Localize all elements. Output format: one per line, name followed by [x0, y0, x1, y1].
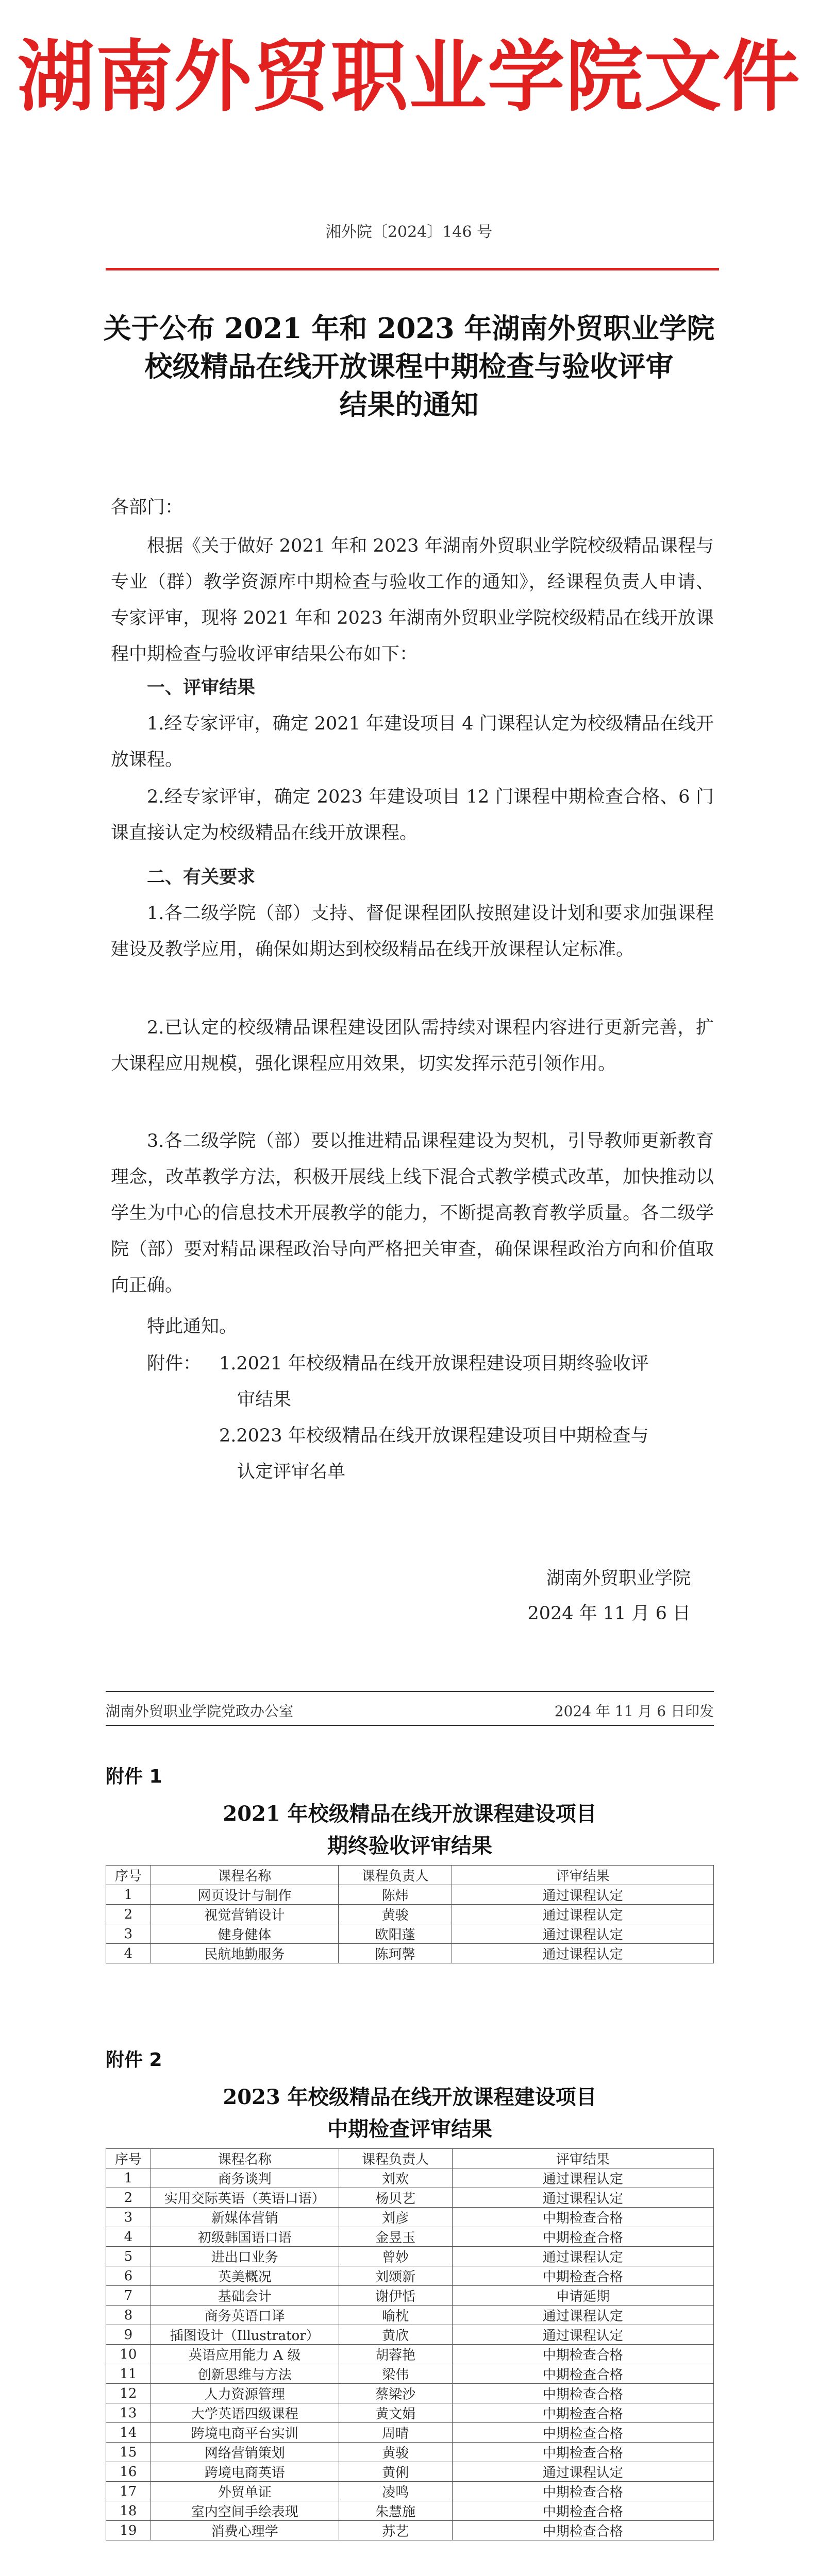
course-name-cell: 外贸单证 — [151, 2482, 339, 2501]
table-row — [106, 2443, 714, 2462]
row-number-cell: 8 — [106, 2306, 151, 2325]
course-lead-cell: 陈珂馨 — [339, 1944, 452, 1963]
course-lead-cell: 蔡梁沙 — [339, 2384, 452, 2403]
attachment-2-title-line-2: 中期检查评审结果 — [327, 2117, 492, 2141]
table-row — [106, 1944, 714, 1963]
row-number-cell: 7 — [106, 2286, 151, 2306]
attachment-1-label: 附件 1 — [106, 1766, 162, 1787]
table-row — [106, 2384, 714, 2403]
course-name-cell: 插图设计（Illustrator） — [151, 2325, 339, 2345]
course-name-cell: 商务谈判 — [151, 2168, 339, 2188]
review-result-cell: 中期检查合格 — [452, 2501, 713, 2521]
attachment-2-line-2: 认定评审名单 — [237, 1462, 346, 1482]
row-number-cell: 3 — [106, 2208, 151, 2227]
course-name-cell: 跨境电商英语 — [151, 2462, 339, 2482]
attachments-prefix: 附件： — [147, 1353, 202, 1374]
course-lead-cell: 杨贝艺 — [339, 2188, 452, 2208]
course-name-cell: 基础会计 — [151, 2286, 339, 2306]
row-number-cell: 12 — [106, 2384, 151, 2403]
row-number-cell: 15 — [106, 2443, 151, 2462]
course-lead-cell: 周晴 — [339, 2423, 452, 2443]
row-number-cell: 1 — [106, 1885, 151, 1905]
footer-rule-top — [106, 1691, 714, 1692]
attachment-2-label: 附件 2 — [106, 2049, 162, 2071]
salutation: 各部门： — [111, 497, 183, 518]
review-result-cell: 通过课程认定 — [452, 2247, 713, 2266]
table-header-row — [106, 2149, 714, 2168]
header-cell: 序号 — [106, 2149, 151, 2168]
row-number-cell: 4 — [106, 2227, 151, 2247]
header-cell: 评审结果 — [452, 2149, 713, 2168]
attachment-1-title-line-2: 期终验收评审结果 — [327, 1834, 492, 1858]
course-lead-cell: 黄骏 — [339, 1905, 452, 1924]
course-lead-cell: 胡蓉艳 — [339, 2345, 452, 2364]
header-cell: 序号 — [106, 1866, 151, 1885]
review-result-cell: 中期检查合格 — [452, 2403, 713, 2423]
course-name-cell: 消费心理学 — [151, 2521, 339, 2540]
attachments-list — [111, 1346, 714, 1490]
course-name-cell: 视觉营销设计 — [151, 1905, 338, 1924]
table-row — [106, 2168, 714, 2188]
attachment-1-title-line-1: 2021 年校级精品在线开放课程建设项目 — [223, 1802, 597, 1826]
title-line: 关于公布 2021 年和 2023 年湖南外贸职业学院 — [103, 312, 715, 345]
intro-paragraph: 根据《关于做好 2021 年和 2023 年湖南外贸职业学院校级精品课程与专业（群）教学资源库中期检查与验收工作的通知》，经课程负责人申请、专家评审，现将 2021 年和 2023 年湖南外贸职业学院校级精品在线开放课程中期检查与验收评审结果公布如下： — [111, 536, 714, 665]
review-result-cell: 通过课程认定 — [452, 2168, 713, 2188]
table-row — [106, 2306, 714, 2325]
review-result-cell: 通过课程认定 — [452, 2306, 713, 2325]
requirement-item-3: 3.各二级学院（部）要以推进精品课程建设为契机，引导教师更新教育理念，改革教学方法，积极开展线上线下混合式教学模式改革，加快推动以学生为中心的信息技术开展教学的能力，不断提高教育教学质量。各二级学院（部）要对精品课程政治导向严格把关审查，确保课程政治方向和价值取向正确。 — [111, 1131, 714, 1296]
section-heading-results: 一、评审结果 — [147, 677, 256, 698]
table-row — [106, 2345, 714, 2364]
table-row — [106, 1885, 714, 1905]
row-number-cell: 17 — [106, 2482, 151, 2501]
course-lead-cell: 欧阳蓬 — [339, 1924, 452, 1944]
table-row — [106, 2403, 714, 2423]
course-lead-cell: 谢伊恬 — [339, 2286, 452, 2306]
course-lead-cell: 陈炜 — [339, 1885, 452, 1905]
course-lead-cell: 黄欣 — [339, 2325, 452, 2345]
review-result-cell: 中期检查合格 — [452, 2423, 713, 2443]
course-lead-cell: 喻枕 — [339, 2306, 452, 2325]
course-name-cell: 英语应用能力 A 级 — [151, 2345, 339, 2364]
course-name-cell: 健身健体 — [151, 1924, 338, 1944]
document-masthead: 湖南外贸职业学院文件 — [17, 32, 801, 122]
table-row — [106, 2227, 714, 2247]
table-row — [106, 2286, 714, 2306]
course-lead-cell: 梁伟 — [339, 2364, 452, 2384]
table-row — [106, 2521, 714, 2540]
title-line: 结果的通知 — [339, 388, 479, 421]
document-number: 湘外院〔2024〕146 号 — [325, 223, 493, 241]
table-row — [106, 2423, 714, 2443]
course-name-cell: 跨境电商平台实训 — [151, 2423, 339, 2443]
table-row — [106, 2208, 714, 2227]
row-number-cell: 18 — [106, 2501, 151, 2521]
header-cell: 课程名称 — [151, 2149, 339, 2168]
footer-issue-line — [106, 1700, 714, 1721]
review-result-cell: 中期检查合格 — [452, 2482, 713, 2501]
signature-block — [433, 1561, 691, 1631]
row-number-cell: 9 — [106, 2325, 151, 2345]
table-row — [106, 2266, 714, 2286]
attachment-1-line-2: 审结果 — [237, 1389, 292, 1410]
course-name-cell: 初级韩国语口语 — [151, 2227, 339, 2247]
review-result-cell: 通过课程认定 — [452, 2462, 713, 2482]
section-heading-requirements: 二、有关要求 — [147, 867, 256, 888]
course-lead-cell: 朱慧施 — [339, 2501, 452, 2521]
row-number-cell: 2 — [106, 2188, 151, 2208]
attachment-2-title — [106, 2081, 714, 2145]
review-result-cell: 通过课程认定 — [452, 2325, 713, 2345]
closing-text: 特此通知。 — [147, 1316, 238, 1337]
row-number-cell: 10 — [106, 2345, 151, 2364]
course-lead-cell: 刘欢 — [339, 2168, 452, 2188]
course-name-cell: 网络营销策划 — [151, 2443, 339, 2462]
attachment-2-title-line-1: 2023 年校级精品在线开放课程建设项目 — [223, 2085, 597, 2109]
review-result-cell: 中期检查合格 — [452, 2208, 713, 2227]
course-lead-cell: 黄骏 — [339, 2443, 452, 2462]
row-number-cell: 2 — [106, 1905, 151, 1924]
course-lead-cell: 刘彦 — [339, 2208, 452, 2227]
course-lead-cell: 苏艺 — [339, 2521, 452, 2540]
row-number-cell: 3 — [106, 1924, 151, 1944]
header-cell: 课程负责人 — [339, 1866, 452, 1885]
result-item-1: 1.经专家评审，确定 2021 年建设项目 4 门课程认定为校级精品在线开放课程。 — [111, 714, 714, 770]
footer-rule-bottom — [106, 1725, 714, 1726]
course-name-cell: 民航地勤服务 — [151, 1944, 338, 1963]
course-lead-cell: 曾妙 — [339, 2247, 452, 2266]
table-row — [106, 2188, 714, 2208]
row-number-cell: 1 — [106, 2168, 151, 2188]
row-number-cell: 16 — [106, 2462, 151, 2482]
header-cell: 评审结果 — [452, 1866, 714, 1885]
review-result-cell: 中期检查合格 — [452, 2227, 713, 2247]
review-result-cell: 中期检查合格 — [452, 2521, 713, 2540]
attachment-1-table-body — [106, 1885, 714, 1963]
header-cell: 课程名称 — [151, 1866, 338, 1885]
course-name-cell: 室内空间手绘表现 — [151, 2501, 339, 2521]
footer-issuer: 湖南外贸职业学院党政办公室 — [106, 1703, 294, 1720]
row-number-cell: 11 — [106, 2364, 151, 2384]
row-number-cell: 6 — [106, 2266, 151, 2286]
notice-title — [93, 309, 725, 423]
review-result-cell: 中期检查合格 — [452, 2364, 713, 2384]
review-result-cell: 通过课程认定 — [452, 2188, 713, 2208]
course-name-cell: 大学英语四级课程 — [151, 2403, 339, 2423]
review-result-cell: 中期检查合格 — [452, 2345, 713, 2364]
course-lead-cell: 凌鸣 — [339, 2482, 452, 2501]
course-name-cell: 人力资源管理 — [151, 2384, 339, 2403]
review-result-cell: 中期检查合格 — [452, 2443, 713, 2462]
course-lead-cell: 黄文娟 — [339, 2403, 452, 2423]
row-number-cell: 13 — [106, 2403, 151, 2423]
red-divider — [106, 268, 719, 270]
course-name-cell: 进出口业务 — [151, 2247, 339, 2266]
header-cell: 课程负责人 — [339, 2149, 452, 2168]
table-row — [106, 1924, 714, 1944]
course-name-cell: 网页设计与制作 — [151, 1885, 338, 1905]
review-result-cell: 通过课程认定 — [452, 1905, 714, 1924]
attachment-1-title — [106, 1798, 714, 1862]
attachment-1-line-1: 1.2021 年校级精品在线开放课程建设项目期终验收评 — [219, 1353, 649, 1374]
review-result-cell: 通过课程认定 — [452, 1924, 714, 1944]
review-result-cell: 中期检查合格 — [452, 2266, 713, 2286]
table-row — [106, 2325, 714, 2345]
title-line: 校级精品在线开放课程中期检查与验收评审 — [144, 350, 674, 383]
table-row — [106, 1905, 714, 1924]
signature-org: 湖南外贸职业学院 — [546, 1568, 691, 1589]
course-lead-cell: 金昱玉 — [339, 2227, 452, 2247]
course-lead-cell: 黄俐 — [339, 2462, 452, 2482]
attachment-2-table — [106, 2148, 714, 2540]
course-name-cell: 英美概况 — [151, 2266, 339, 2286]
row-number-cell: 4 — [106, 1944, 151, 1963]
attachment-2-table-body — [106, 2168, 714, 2540]
row-number-cell: 5 — [106, 2247, 151, 2266]
course-name-cell: 实用交际英语（英语口语） — [151, 2188, 339, 2208]
requirement-item-2: 2.已认定的校级精品课程建设团队需持续对课程内容进行更新完善，扩大课程应用规模，强化课程应用效果，切实发挥示范引领作用。 — [111, 1018, 714, 1074]
attachment-2-line-1: 2.2023 年校级精品在线开放课程建设项目中期检查与 — [219, 1426, 649, 1446]
table-row — [106, 2482, 714, 2501]
row-number-cell: 14 — [106, 2423, 151, 2443]
course-lead-cell: 刘颂新 — [339, 2266, 452, 2286]
requirement-item-1: 1.各二级学院（部）支持、督促课程团队按照建设计划和要求加强课程建设及教学应用，确保如期达到校级精品在线开放课程认定标准。 — [111, 903, 714, 960]
footer-print-date: 2024 年 11 月 6 日印发 — [554, 1703, 714, 1720]
course-name-cell: 创新思维与方法 — [151, 2364, 339, 2384]
table-row — [106, 2247, 714, 2266]
attachment-1-table — [106, 1865, 714, 1963]
result-item-2: 2.经专家评审，确定 2023 年建设项目 12 门课程中期检查合格、6 门课直接认定为校级精品在线开放课程。 — [111, 787, 714, 843]
course-name-cell: 新媒体营销 — [151, 2208, 339, 2227]
table-row — [106, 2501, 714, 2521]
review-result-cell: 申请延期 — [452, 2286, 713, 2306]
review-result-cell: 通过课程认定 — [452, 1885, 714, 1905]
table-row — [106, 2364, 714, 2384]
review-result-cell: 通过课程认定 — [452, 1944, 714, 1963]
signature-date: 2024 年 11 月 6 日 — [527, 1603, 691, 1624]
table-header-row — [106, 1866, 714, 1885]
row-number-cell: 19 — [106, 2521, 151, 2540]
course-name-cell: 商务英语口译 — [151, 2306, 339, 2325]
table-row — [106, 2462, 714, 2482]
review-result-cell: 中期检查合格 — [452, 2384, 713, 2403]
